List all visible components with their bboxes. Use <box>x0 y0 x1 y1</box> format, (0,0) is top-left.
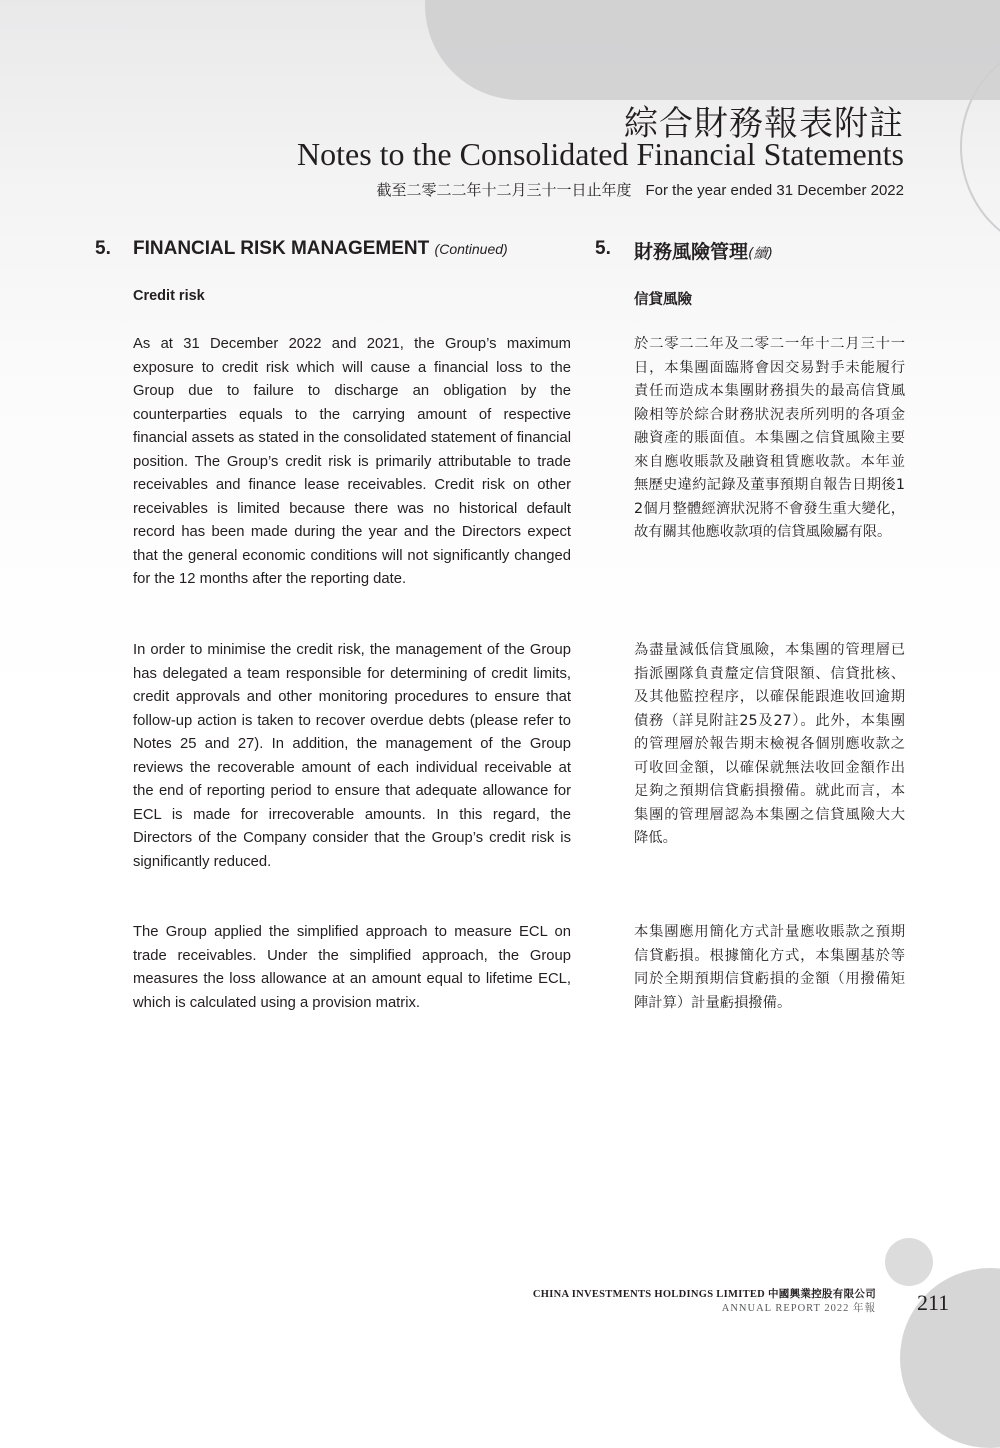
paragraph-en-2: In order to minimise the credit risk, the management of the Group has delegated a team responsible for determining of credit limits, credit approvals and other monitoring procedures to ensure that follow-up action is taken to recover overdue debts (please refer to Notes 25 and 27). In addition, the management of the Group reviews the recoverable amount of each individual receivable at the end of reporting period to ensure that adequate allowance for ECL is made for irrecoverable amounts. In this regard, the Directors of the Company consider that the Group’s credit risk is significantly reduced. <box>133 642 571 870</box>
page-period <box>376 179 904 200</box>
period-chinese: 截至二零二二年十二月三十一日止年度 <box>376 182 632 199</box>
section-title-en-text: FINANCIAL RISK MANAGEMENT <box>133 238 430 259</box>
subheading-cn: 信貸風險 <box>634 292 692 308</box>
paragraph-cn-1: 於二零二二年及二零二一年十二月三十一日，本集團面臨將會因交易對手未能履行責任而造成本集團財務損失的最高信貸風險相等於綜合財務狀況表所列明的各項金融資產的賬面值。本集團之信貸風險主要來自應收賬款及融資租賃應收款。本年並無歷史違約記錄及董事預期自報告日期後12個月整體經濟狀況將不會發生重大變化，故有關其他應收款項的信貸風險屬有限。 <box>634 336 905 540</box>
footer-annual-report: ANNUAL REPORT 2022 年報 <box>721 1303 876 1314</box>
paragraph-cn-2: 為盡量減低信貸風險，本集團的管理層已指派團隊負責釐定信貸限額、信貸批核、及其他監控程序，以確保能跟進收回逾期債務（詳見附註25及27）。此外，本集團的管理層於報告期末檢視各個別應收款之可收回金額，以確保就無法收回金額作出足夠之預期信貸虧損撥備。就此而言，本集團的管理層認為本集團之信貸風險大大降低。 <box>634 642 905 846</box>
continued-label-en: (Continued) <box>434 241 508 257</box>
paragraph-en-3: The Group applied the simplified approach to measure ECL on trade receivables. Under the simplified approach, the Group measures the loss allowance at an amount equal to lifetime ECL, which is calculated using a provision matrix. <box>133 924 571 1011</box>
period-english: For the year ended 31 December 2022 <box>645 182 904 199</box>
paragraph-cn-3: 本集團應用簡化方式計量應收賬款之預期信貸虧損。根據簡化方式，本集團基於等同於全期預期信貸虧損的金額（用撥備矩陣計算）計量虧損撥備。 <box>634 924 905 1011</box>
page-title-chinese: 綜合財務報表附註 <box>624 104 904 144</box>
section-title-cn-text: 財務風險管理 <box>634 241 749 263</box>
footer-large-circle-decoration <box>900 1268 1000 1448</box>
page-title-english: Notes to the Consolidated Financial Statements <box>296 136 904 172</box>
page-number: 211 <box>917 1290 950 1315</box>
section-number-en: 5. <box>95 238 111 259</box>
header-decoration <box>425 0 1000 100</box>
continued-label-cn: (續) <box>748 246 773 262</box>
paragraph-en-1: As at 31 December 2022 and 2021, the Group’s maximum exposure to credit risk which will cause a financial loss to the Group due to failure to discharge an obligation by the counterparties equals to the carrying amount of respective financial assets as stated in the consolidated statement of financial position. The Group’s credit risk is primarily attributable to trade receivables and finance lease receivables. Credit risk on other receivables is limited because there was no historical default record has been made during the year and the Directors expect that the general economic conditions will not significantly changed for the 12 months after the reporting date. <box>133 336 571 587</box>
section-title-en <box>133 238 508 260</box>
footer-company-name: CHINA INVESTMENTS HOLDINGS LIMITED 中國興業控股有限公司 <box>532 1289 876 1300</box>
footer-circle-decoration <box>885 1238 933 1286</box>
section-number-cn: 5. <box>595 238 611 259</box>
subheading-en: Credit risk <box>133 288 205 304</box>
section-title-cn <box>634 237 773 264</box>
